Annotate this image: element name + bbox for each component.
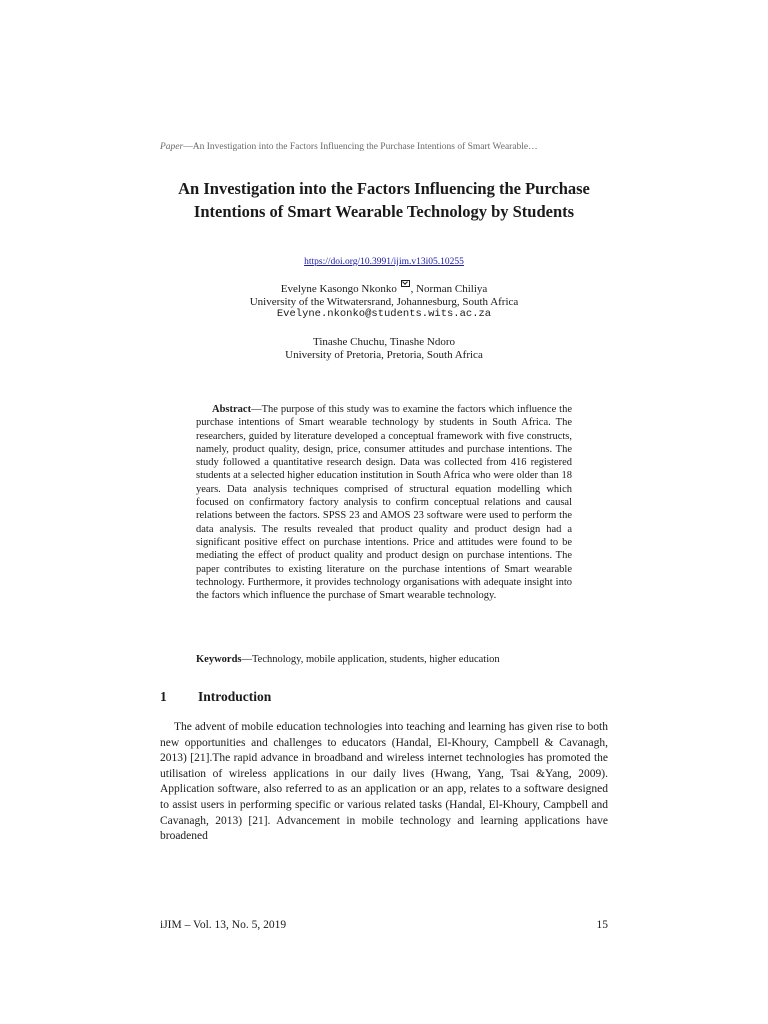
author-name: , Norman Chiliya xyxy=(410,283,488,295)
keywords-label: Keywords xyxy=(196,654,242,665)
keywords-text: —Technology, mobile application, students, higher education xyxy=(241,654,500,665)
abstract-label: Abstract xyxy=(212,404,252,415)
intro-paragraph: The advent of mobile education technologies into teaching and learning has given rise to both new opportunities and challenges to educators (Handal, El-Khoury, Campbell & Cavanagh, 2013) [21].The rapid advance in broadband and wireless internet technologies has promoted the utilisation of wireless applications in our daily lives (Hwang, Yang, Tsai &Yang, 2009). Application software, also referred to as an application or an app, relates to a software designed to assist users in performing specific or various related tasks (Handal, El-Khoury, Campbell and Cavanagh, 2013) [21]. Advancement in mobile technology and learning applications have broadened xyxy=(160,721,608,843)
keywords xyxy=(196,653,572,666)
affiliation-1: University of the Witwatersrand, Johannesburg, South Africa xyxy=(249,295,519,308)
envelope-icon xyxy=(401,280,410,287)
section-number: 1 xyxy=(160,689,167,704)
affiliation-2: University of Pretoria, Pretoria, South Africa xyxy=(285,348,483,361)
footer-page-number: 15 xyxy=(596,919,608,931)
author-names-1 xyxy=(160,283,608,296)
abstract-text: —The purpose of this study was to examine the factors which influence the purchase intentions of Smart wearable technology by students in South Africa. The researchers, guided by literature developed a conceptual framework with five constructs, namely, product quality, design, price, consumer attitudes and purchase intentions. The study followed a quantitative research design. Data was collected from 416 registered students at a selected higher education institution in South Africa who were older than 18 years. Data analysis techniques comprised of structural equation modelling which focused on confirmatory factory analysis to confirm conceptual relations and causal relations between the factors. SPSS 23 and AMOS 23 software were used to perform the data analysis. The results revealed that product quality and product design had a significant positive effect on purchase intentions. Price and attitudes were found to be mediating the effect of product quality and product design on purchase intentions. The paper contributes to existing literature on the purchase intentions of Smart wearable technology. Furthermore, it provides technology organisations with adequate insight into the factors which influence the purchase of Smart wearable technology. xyxy=(196,404,572,602)
section-title: Introduction xyxy=(198,689,272,704)
author-block-1 xyxy=(160,283,608,321)
author-email[interactable]: Evelyne.nkonko@students.wits.ac.za xyxy=(276,308,492,320)
footer-journal: iJIM – Vol. 13, No. 5, 2019 xyxy=(160,919,287,931)
doi-line xyxy=(160,257,608,267)
running-head-text: —An Investigation into the Factors Influencing the Purchase Intentions of Smart Wearable… xyxy=(183,142,538,152)
doi-link[interactable]: https://doi.org/10.3991/ijim.v13i05.10255 xyxy=(304,257,464,267)
paper-title: An Investigation into the Factors Influencing the Purchase Intentions of Smart Wearable Technology by Students xyxy=(178,179,590,221)
author-name: Evelyne Kasongo Nkonko xyxy=(280,283,397,295)
author-block-2 xyxy=(160,336,608,361)
running-head xyxy=(160,142,610,152)
section-heading xyxy=(160,689,608,705)
author-names-2: Tinashe Chuchu, Tinashe Ndoro xyxy=(313,336,455,348)
running-head-label: Paper xyxy=(160,142,184,152)
abstract xyxy=(196,403,572,602)
